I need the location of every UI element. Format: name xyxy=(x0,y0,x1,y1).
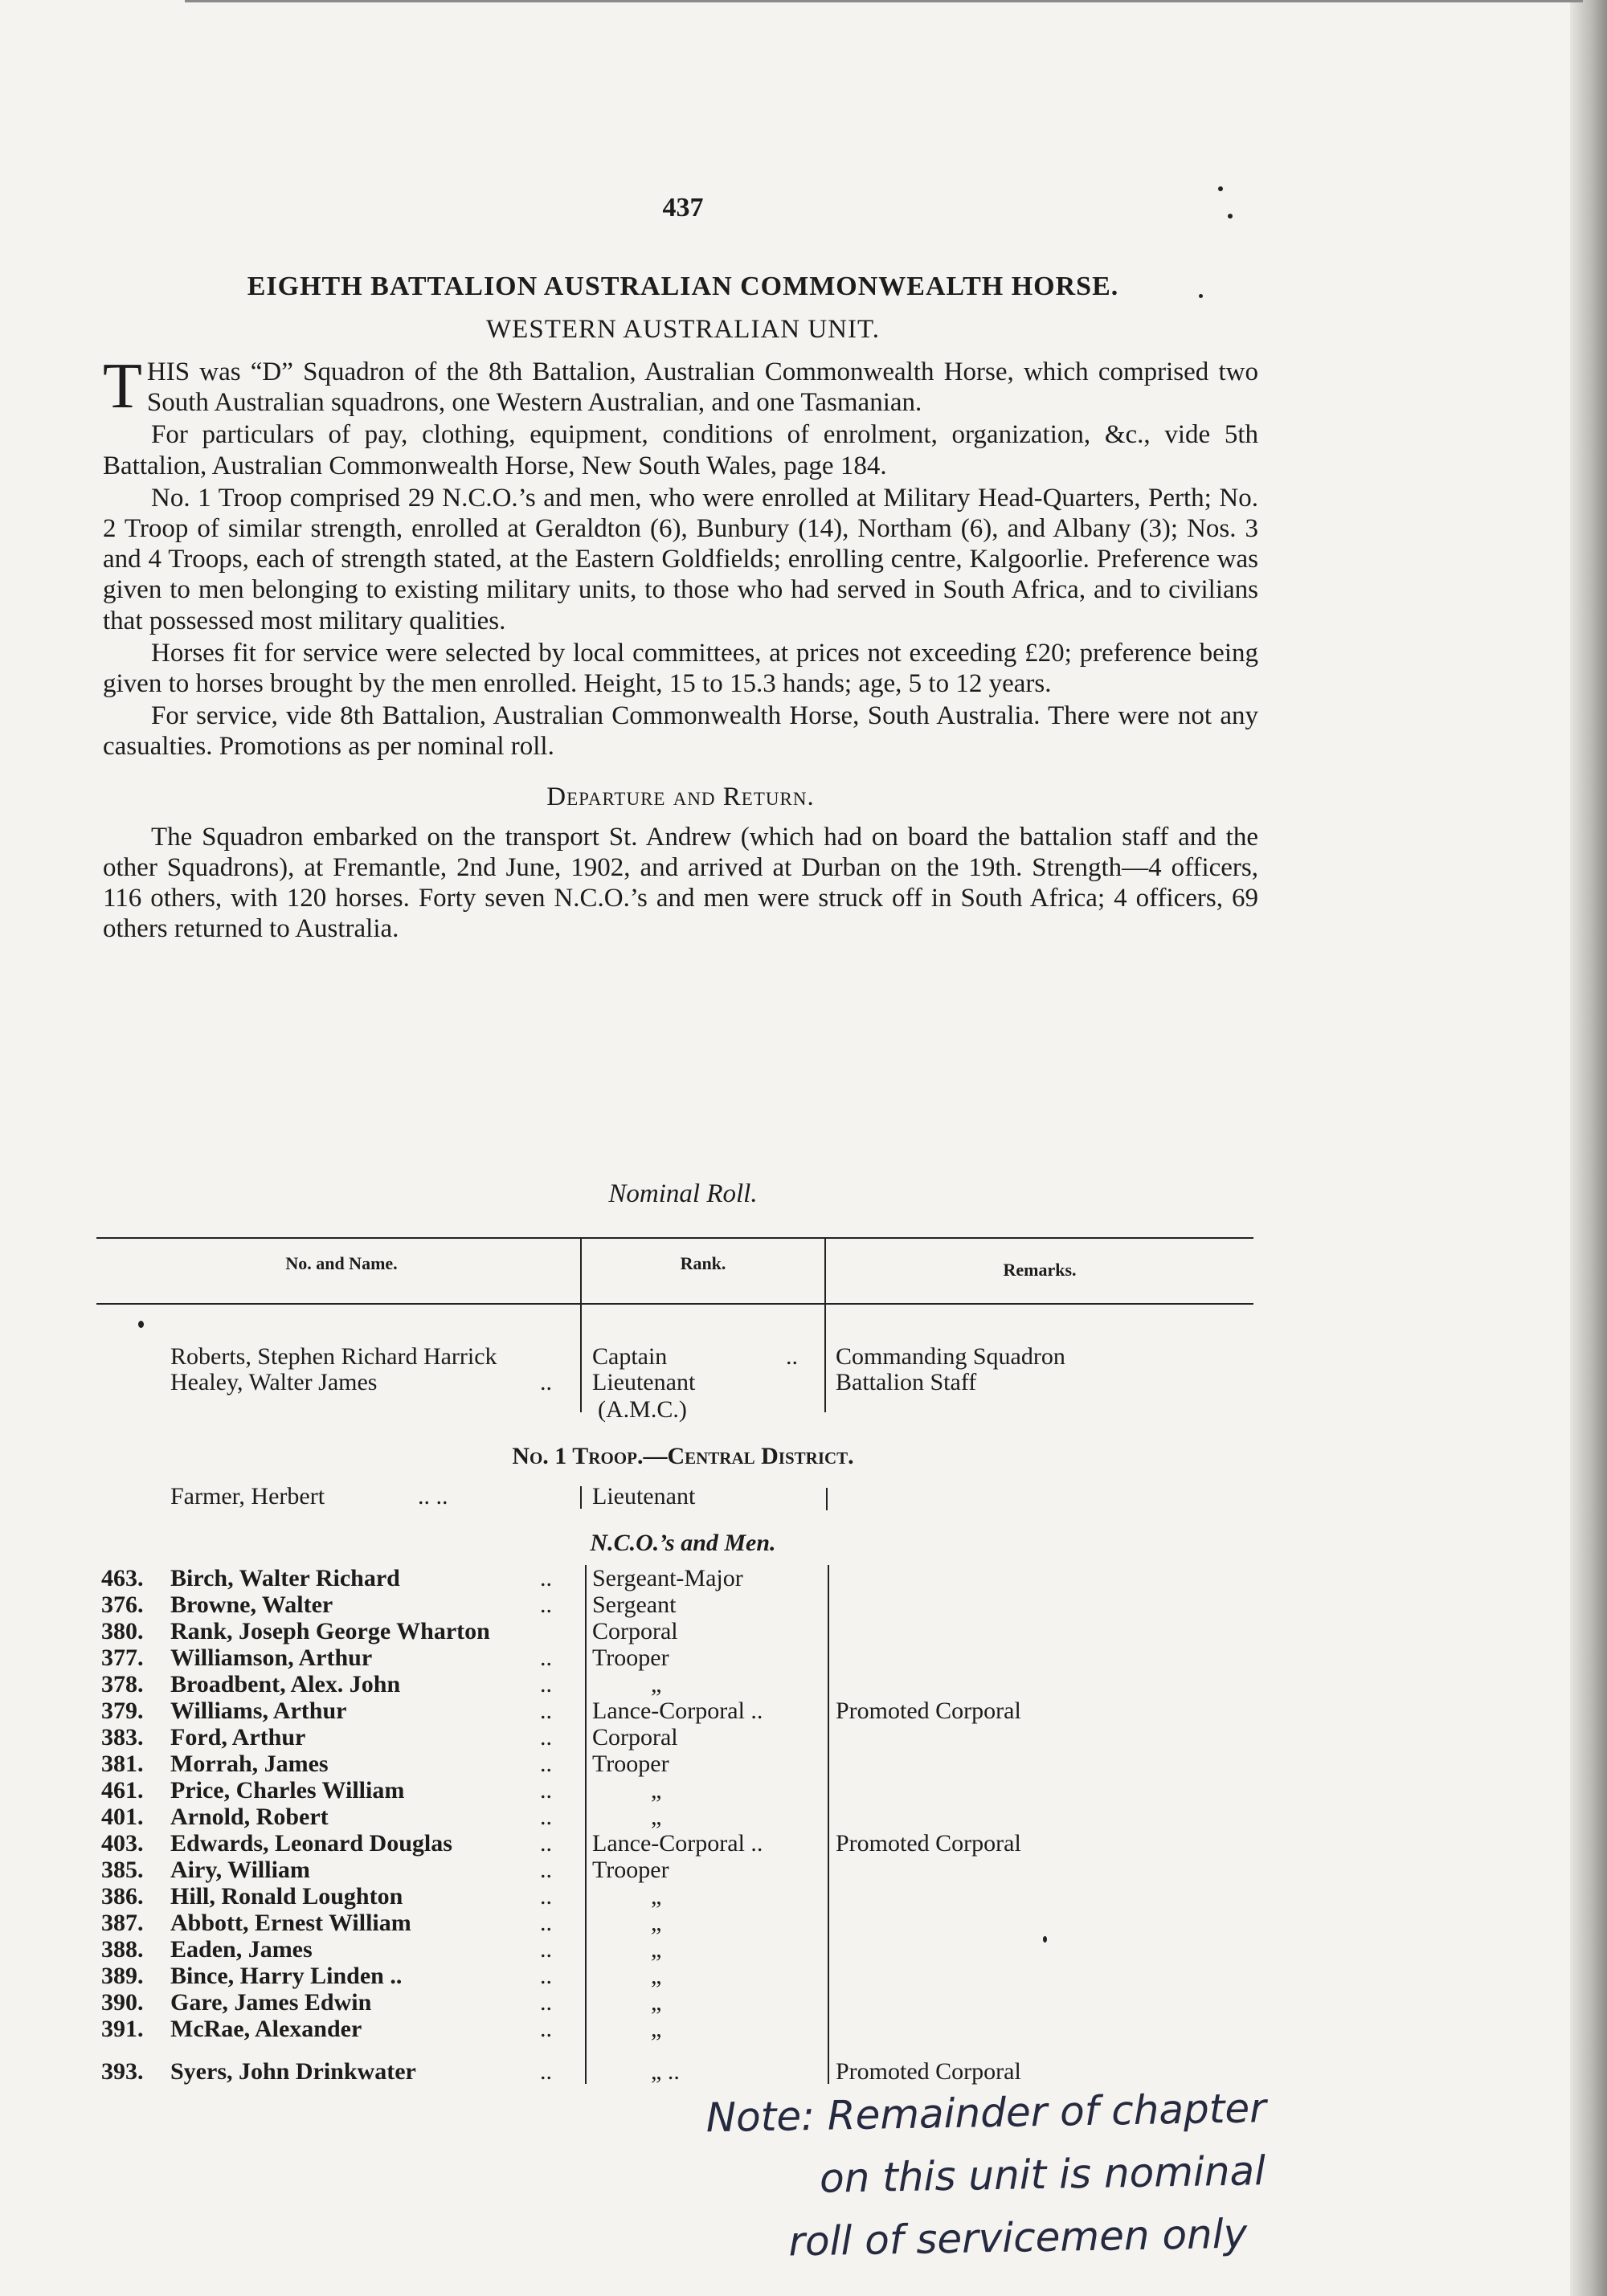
men-heading: N.C.O.’s and Men. xyxy=(590,1530,776,1556)
note-line: Note: Remainder of chapter xyxy=(705,2085,1267,2142)
ink-speck xyxy=(1228,214,1233,219)
paragraph-particulars: For particulars of pay, clothing, equipment, conditions of enrolment, organization, &c., vide 5th Battalion, Australian Commonwealth Horse, New South Wales, page 184. xyxy=(103,420,1258,480)
column-divider xyxy=(826,1488,828,1510)
main-title: EIGHTH BATTALION AUSTRALIAN COMMONWEALTH HORSE. xyxy=(247,272,1119,301)
paragraph-troops: No. 1 Troop comprised 29 N.C.O.’s and men, who were enrolled at Military Head-Quarters, Perth; No. 2 Troop of similar strength, enrolled at Geraldton (6), Bunbury (14), Northam (6), and Albany (3); Nos. 3 and 4 Troops, each of strength stated, at the Eastern Goldfields; enrolling centre, Kalgoorlie. Preference was given to men belonging to existing military units, to those who had served in South Africa, and to civilians that possessed most military qualities. xyxy=(103,483,1258,635)
note-line: on this unit is nominal xyxy=(819,2147,1266,2202)
ink-speck xyxy=(1218,186,1223,191)
body-text xyxy=(103,351,1258,946)
paragraph-intro: T HIS was “D” Squadron of the 8th Battalion, Australian Commonwealth Horse, which comprised two South Australian squadrons, one Western Australian, and one Tasmanian. xyxy=(103,351,1258,422)
table-header-rule xyxy=(96,1303,1253,1305)
sub-title: WESTERN AUSTRALIAN UNIT. xyxy=(486,315,880,344)
ink-speck xyxy=(138,1321,144,1328)
drop-cap: T xyxy=(103,351,142,422)
nominal-roll-heading: Nominal Roll. xyxy=(608,1179,758,1208)
column-header-remarks: Remarks. xyxy=(1003,1260,1077,1280)
document-page: 437 EIGHTH BATTALION AUSTRALIAN COMMONWEALTH HORSE. WESTERN AUSTRALIAN UNIT. T HIS was “D” Squadron of the 8th Battalion, Australian Commonwealth Horse, which comprised two South Australian squadrons, one Western Australian, and one Tasmanian. For particulars of pay, clothing, equipment, conditions of enrolment, organization, &c., vide 5th Battalion, Australian Commonwealth Horse, New South Wales, page 184. No. 1 Troop comprised 29 N.C.O.’s and men, who were enrolled at Military Head-Quarters, Perth; No. 2 Troop of similar strength, enrolled at Geraldton (6), Bunbury (14), Northam (6), and Albany (3); Nos. 3 and 4 Troops, each of strength stated, at the Eastern Goldfields; enrolling centre, Kalgoorlie. Preference was given to men belonging to existing military units, to those who had served in South Africa, and to civilians that possessed most military qualities. Horses fit for service were selected by local committees, at prices not exceeding £20; preference being given to horses brought by the men enrolled. Height, 15 to 15.3 hands; age, 5 to 12 years. For service, vide 8th Battalion, Australian Commonwealth Horse, South Australia. There were not any casualties. Promotions as per nominal roll. Departure and Return. The Squadron embarked on the transport St. Andrew (which had on board the battalion staff and the other Squadrons), at Fremantle, 2nd June, 1902, and arrived at Durban on the 19th. Strength—4 officers, 116 others, with 120 horses. Forty seven N.C.O.’s and men were struck off in South Africa; 4 officers, 69 others returned to Australia. Nominal Roll. No. and Name. Rank. Remarks. Roberts, Stephen Richard Harrick .. Captain Commanding Squadron Healey, Walter James .. Lieutenant Battalion Staff (A.M.C.) No. 1 Troop.—Central District. Farmer, Herbert .. .. Lieutenant N.C.O.’s and Men. 463. Birch, Walter Richard .. Sergeant-Major 376. Browne, Walter .. Sergeant 380. Rank, Joseph George Wharton Corporal 377. Williamson, Arthur .. Trooper 378. Broadbent, Alex. John .. „ 379. Williams, Arthur .. Lance-Corporal .. Promoted Corporal 383. Ford, Arthur .. Corporal 381. Morrah, James .. Trooper 461. Price, Charles William .. „ 401. Arnold, Robert .. „ 403. Edwards, Leonard Douglas .. Lance-Corporal .. Promoted Corporal 385. Airy, William .. Trooper 386. Hill, Ronald Loughton .. „ 387. Abbott, Ernest William .. „ 388. Eaden, James .. „ 389. Bince, Harry Linden .. .. „ 390. Gare, James Edwin .. „ 391. McRae, Alexander .. „ 393. Syers, John Drinkwater .. „ .. Promoted Corporal Note: Remainder of chapter on this unit is nominal roll of servicemen only xyxy=(0,0,1607,2296)
page-edge-shadow xyxy=(1570,0,1607,2296)
note-line: roll of servicemen only xyxy=(787,2210,1248,2265)
column-divider xyxy=(585,1565,587,2084)
column-divider xyxy=(580,1486,582,1509)
page-number: 437 xyxy=(662,193,704,223)
paragraph-horses: Horses fit for service were selected by local committees, at prices not exceeding £20; preference being given to horses brought by the men enrolled. Height, 15 to 15.3 hands; age, 5 to 12 years. xyxy=(103,638,1258,699)
top-edge-line xyxy=(185,0,1583,2)
ink-speck xyxy=(1043,1936,1047,1943)
section-heading-departure: Departure and Return. xyxy=(546,782,815,811)
column-header-rank: Rank. xyxy=(680,1253,726,1273)
table-top-rule xyxy=(96,1237,1253,1239)
handwritten-note xyxy=(705,2072,1560,2274)
paragraph-service: For service, vide 8th Battalion, Australian Commonwealth Horse, South Australia. There were not any casualties. Promotions as per nominal roll. xyxy=(103,701,1258,762)
column-divider xyxy=(828,1565,829,2084)
troop-heading: No. 1 Troop.—Central District. xyxy=(512,1443,854,1469)
paragraph-departure: The Squadron embarked on the transport St. Andrew (which had on board the battalion staff and the other Squadrons), at Fremantle, 2nd June, 1902, and arrived at Durban on the 19th. Strength—4 officers, 116 others, with 120 horses. Forty seven N.C.O.’s and men were struck off in South Africa; 4 officers, 69 others returned to Australia. xyxy=(103,822,1258,944)
column-header-name: No. and Name. xyxy=(285,1253,398,1273)
